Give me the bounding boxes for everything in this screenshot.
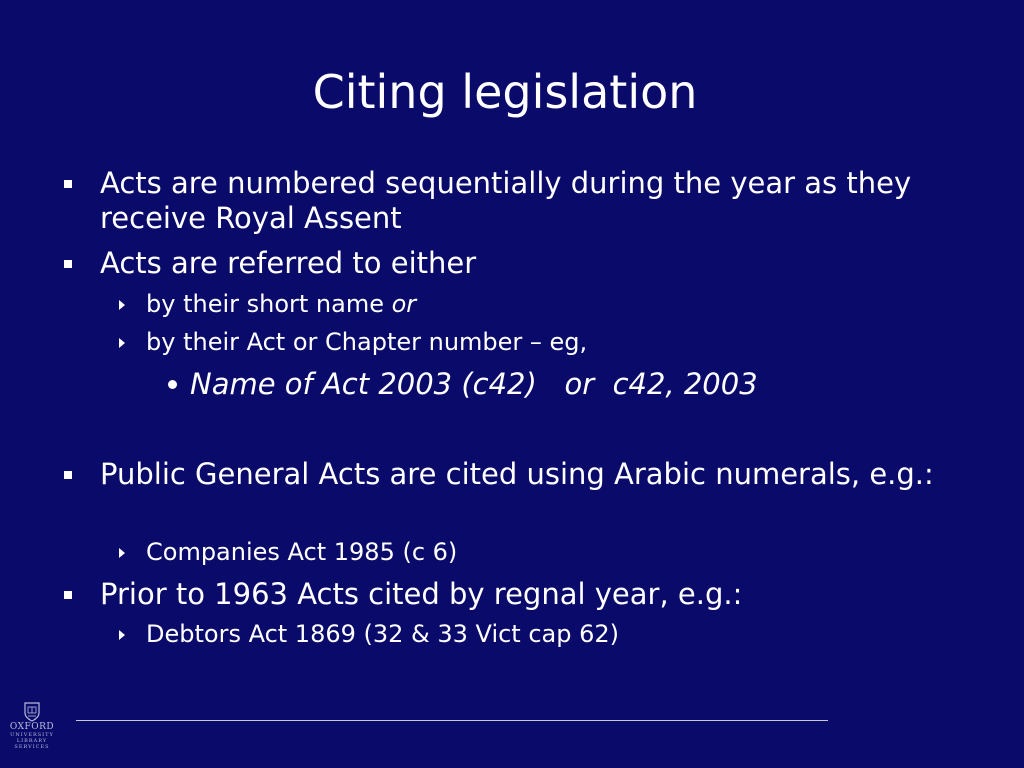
sub-bullet-text: by their short name	[146, 290, 392, 318]
triangle-bullet-icon	[119, 338, 125, 348]
oxford-logo	[4, 702, 60, 764]
triangle-bullet-icon	[119, 630, 125, 640]
sub-bullet-text: by their Act or Chapter number – eg,	[146, 328, 588, 356]
square-bullet-icon	[64, 260, 72, 268]
logo-line-university: UNIVERSITY	[10, 732, 54, 738]
sub-bullet-text: Debtors Act 1869 (32 & 33 Vict cap 62)	[146, 620, 620, 648]
logo-line-library: LIBRARY	[16, 738, 48, 744]
square-bullet-icon	[64, 591, 72, 599]
logo-line-services: SERVICES	[14, 744, 50, 750]
bullet-item-regnal-year	[100, 577, 960, 612]
sub-bullet-emphasis: or	[391, 290, 417, 318]
logo-name: OXFORD	[9, 722, 55, 732]
example-text: Name of Act 2003 (c42) or c42, 2003	[190, 367, 758, 401]
bullet-text: Acts are numbered sequentially during the year as they receive Royal Assent	[100, 166, 912, 235]
footer-divider	[76, 720, 828, 721]
sub-bullet-text: Companies Act 1985 (c 6)	[146, 538, 458, 566]
square-bullet-icon	[64, 180, 72, 188]
sub-bullet-chapter-number	[146, 327, 946, 357]
triangle-bullet-icon	[119, 548, 125, 558]
round-bullet-icon	[168, 380, 177, 389]
sub-bullet-companies-act	[146, 537, 946, 567]
bullet-item-numbered-sequentially	[100, 166, 960, 236]
slide-title: Citing legislation	[312, 65, 698, 119]
example-citation	[190, 366, 950, 402]
bullet-text: Acts are referred to either	[100, 246, 477, 280]
bullet-text: Public General Acts are cited using Arabic numerals, e.g.:	[100, 457, 934, 491]
square-bullet-icon	[64, 471, 72, 479]
bullet-item-referred-to	[100, 246, 960, 281]
sub-bullet-debtors-act	[146, 619, 946, 649]
triangle-bullet-icon	[119, 300, 125, 310]
bullet-text: Prior to 1963 Acts cited by regnal year, e.g.:	[100, 577, 743, 611]
bullet-item-arabic-numerals	[100, 457, 960, 492]
oxford-crest-icon	[23, 702, 41, 722]
sub-bullet-short-name	[146, 289, 946, 319]
